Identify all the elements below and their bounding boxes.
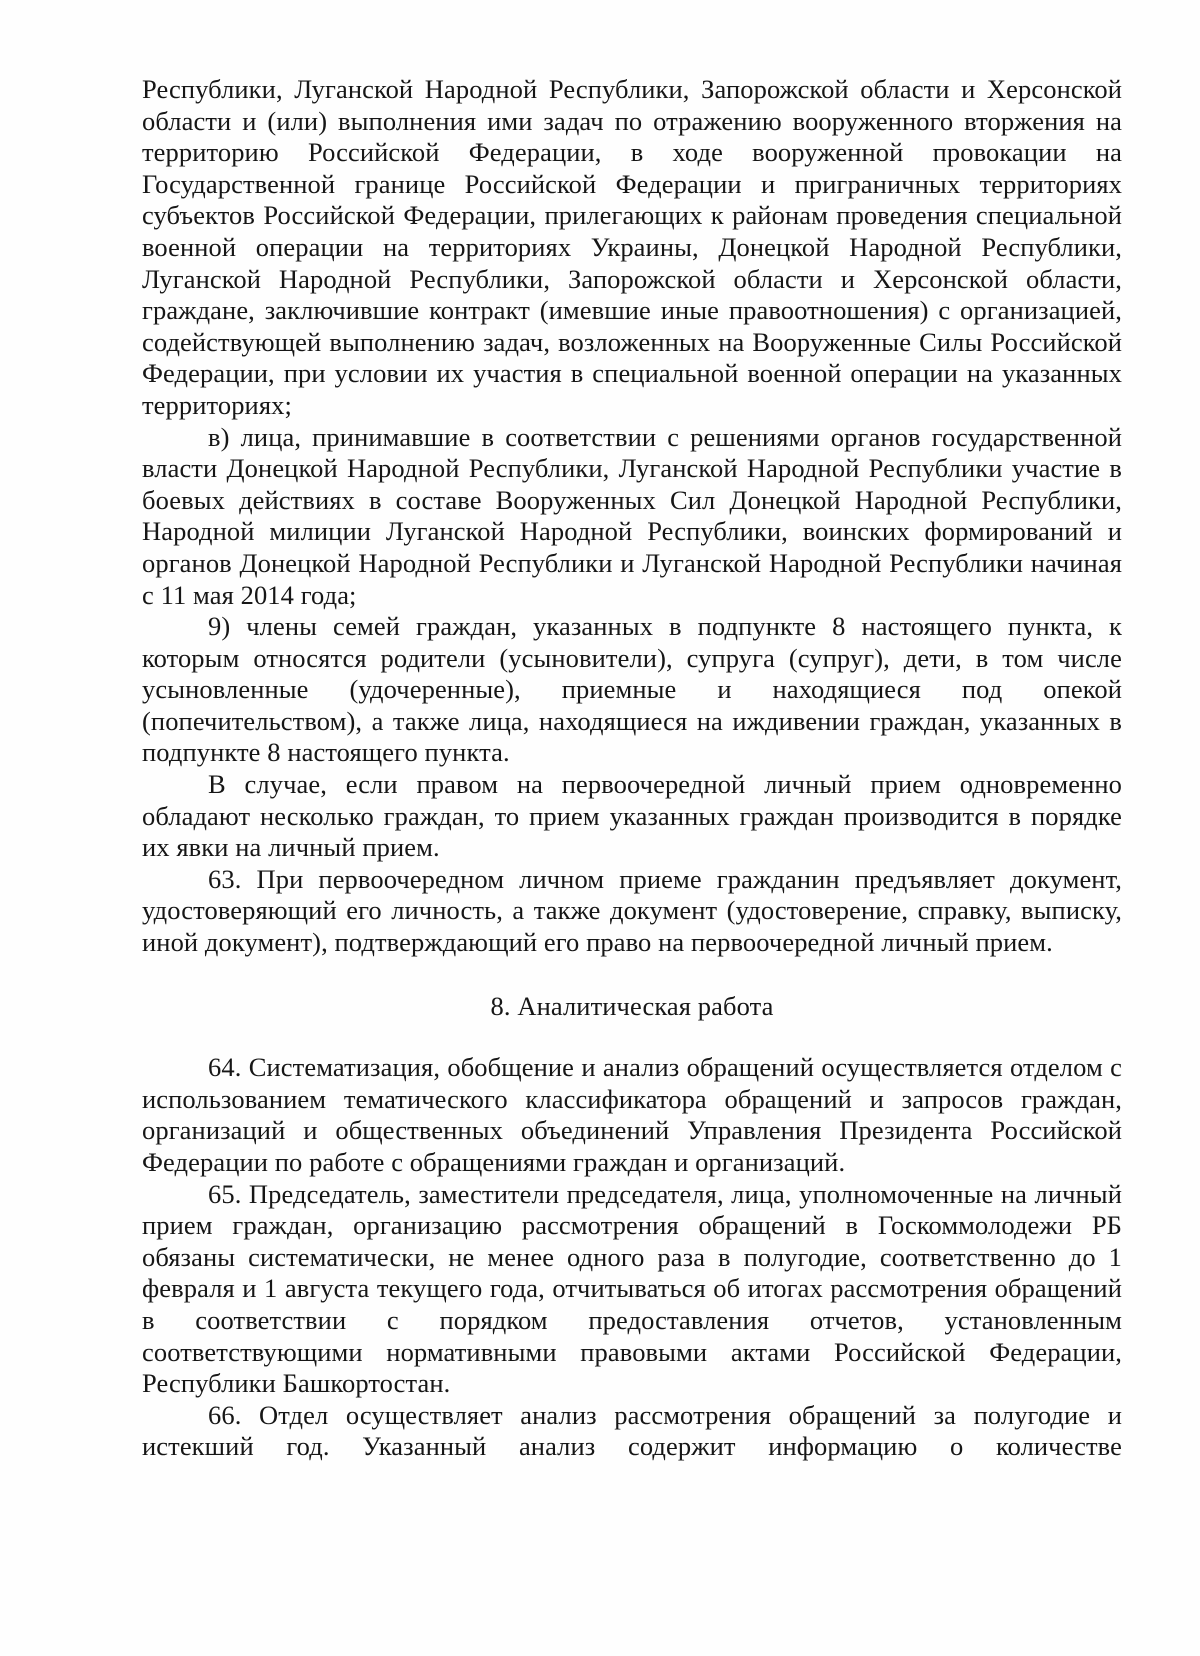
- section-heading: 8. Аналитическая работа: [490, 990, 774, 1021]
- paragraph-64: 64. Систематизация, обобщение и анализ обращений осуществляется отделом с использованием тематического классификатора обращений и запросов граждан, организаций и общественных объединений Управления Президента Российской Федерации по работе с обращениями граждан и организаций.: [142, 1052, 1122, 1177]
- paragraph-63: 63. При первоочередном личном приеме гражданин предъявляет документ, удостоверяющий его личность, а также документ (удостоверение, справку, выписку, иной документ), подтверждающий его право на первоочередной личный прием.: [142, 863, 1122, 958]
- paragraph-item-9: 9) члены семей граждан, указанных в подпункте 8 настоящего пункта, к которым относятся родители (усыновители), супруга (супруг), дети, в том числе усыновленные (удочеренные), приемные и находящиеся под опекой (попечительством), а также лица, находящиеся на иждивении граждан, указанных в подпункте 8 настоящего пункта.: [142, 611, 1122, 768]
- paragraph-continuation: Республики, Луганской Народной Республики, Запорожской области и Херсонской области и (или) выполнения ими задач по отражению вооруженного вторжения на территорию Российской Федерации, в ходе вооруженной провокации на Государственной границе Российской Федерации и приграничных территориях субъектов Российской Федерации, прилегающих к районам проведения специальной военной операции на территориях Украины, Донецкой Народной Республики, Луганской Народной Республики, Запорожской области и Херсонской области, граждане, заключившие контракт (имевшие иные правоотношения) с организацией, содействующей выполнению задач, возложенных на Вооруженные Силы Российской Федерации, при условии их участия в специальной военной операции на указанных территориях;: [142, 74, 1122, 420]
- paragraph-priority-case: В случае, если правом на первоочередной личный прием одновременно обладают несколько граждан, то прием указанных граждан производится в порядке их явки на личный прием.: [142, 769, 1122, 863]
- document-body: [142, 74, 1122, 1463]
- paragraph-66: 66. Отдел осуществляет анализ рассмотрения обращений за полугодие и истекший год. Указанный анализ содержит информацию о количестве: [142, 1399, 1122, 1462]
- paragraph-65: 65. Председатель, заместители председателя, лица, уполномоченные на личный прием граждан, организацию рассмотрения обращений в Госкоммолодежи РБ обязаны систематически, не менее одного раза в полугодие, соответственно до 1 февраля и 1 августа текущего года, отчитываться об итогах рассмотрения обращений в соответствии с порядком предоставления отчетов, установленным соответствующими нормативными правовыми актами Российской Федерации, Республики Башкортостан.: [142, 1178, 1122, 1399]
- paragraph-item-v: в) лица, принимавшие в соответствии с решениями органов государственной власти Донецкой Народной Республики, Луганской Народной Республики участие в боевых действиях в составе Вооруженных Сил Донецкой Народной Республики, Народной милиции Луганской Народной Республики, воинских формирований и органов Донецкой Народной Республики и Луганской Народной Республики начиная с 11 мая 2014 года;: [142, 421, 1122, 610]
